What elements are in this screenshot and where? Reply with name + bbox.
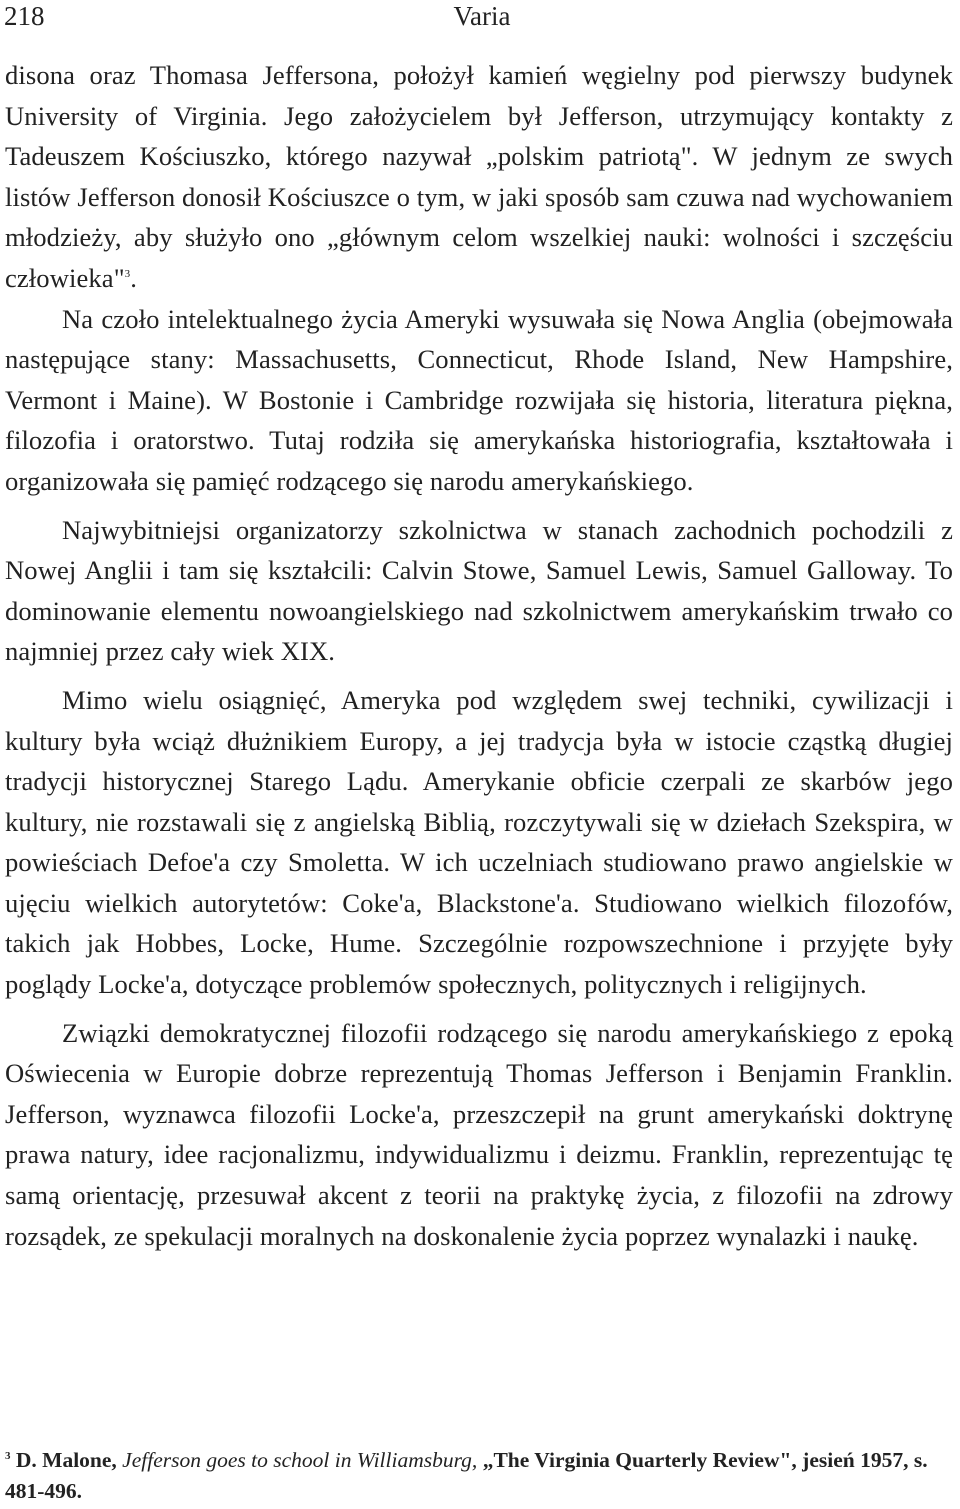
paragraph-5: Związki demokratycznej filozofii rodzącego się narodu amerykańskiego z epoką Oświecenia w Europie dobrze reprezentują Thomas Jefferson i Benjamin Franklin. Jefferson, wyznawca filozofii Locke'a, przeszczepił na grunt amerykański doktrynę prawa natury, idee racjonalizmu, indywidualizmu i deizmu. Franklin, reprezentując tę samą orientację, przesuwał akcent z teorii na praktykę życia, z filozofii na zdrowy rozsądek, ze spekulacji moralnych na doskonalenie życia poprzez wynalazki i naukę. xyxy=(5,1017,953,1251)
paragraph-3: Najwybitniejsi organizatorzy szkolnictwa w stanach zachodnich pochodzili z Nowej Anglii i tam się kształcili: Calvin Stowe, Samuel Lewis, Samuel Galloway. To dominowanie elementu nowoangielskiego nad szkolnictwem amerykańskim trwało co najmniej przez cały wiek XIX. xyxy=(5,514,953,667)
footnote-mark: 3 xyxy=(5,1450,11,1462)
running-header xyxy=(4,0,960,34)
main-text xyxy=(5,55,953,1256)
paragraph-2: Na czoło intelektualnego życia Ameryki wysuwała się Nowa Anglia (obejmowała następujące stany: Massachusetts, Connecticut, Rhode Island, New Hampshire, Vermont i Maine). W Bostonie i Cambridge rozwijała się historia, literatura piękna, filozofia i oratorstwo. Tutaj rodziła się amerykańska historiografia, kształtowała i organizowała się pamięć rodzącego się narodu amerykańskiego. xyxy=(5,303,953,496)
paragraph-text: disona oraz Thomasa Jeffersona, położył kamień węgielny pod pierwszy budynek University of Virginia. Jego założycielem był Jefferson, utrzymujący kontakty z Tadeuszem Kościuszko, którego nazywał „polskim patriotą". W jednym ze swych listów Jefferson donosił Kościuszce o tym, w jaki sposób sam czuwa nad wychowaniem młodzieży, aby służyło ono „głównym celom wszelkiej nauki: wolności i szczęściu człowieka" xyxy=(5,60,953,293)
paragraph-tail: . xyxy=(130,262,138,293)
page-number: 218 xyxy=(4,1,45,31)
footnote xyxy=(5,1445,953,1507)
section-title: Varia xyxy=(453,1,511,31)
footnote-reference: 3 xyxy=(124,267,131,280)
footnote-article-title: Jefferson goes to school in Williamsburg, xyxy=(122,1448,478,1472)
footnote-author: D. Malone, xyxy=(10,1448,123,1472)
footnote-journal: „The Virginia Quarterly Review", jesień 1957, s. 481-496. xyxy=(5,1448,928,1503)
paragraph-4: Mimo wielu osiągnięć, Ameryka pod względem swej techniki, cywilizacji i kultury była wciąż dłużnikiem Europy, a jej tradycja była w istocie cząstką długiej tradycji historycznej Starego Lądu. Amerykanie obficie czerpali ze skarbów jego kultury, nie rozstawali się z angielską Biblią, rozczytywali się w dziełach Szekspira, w powieściach Defoe'a czy Smoletta. W ich uczelniach studiowano prawo angielskie w ujęciu wielkich autorytetów: Coke'a, Blackstone'a. Studiowano wielkich filozofów, takich jak Hobbes, Locke, Hume. Szczególnie rozpowszechnione i przyjęte były poglądy Locke'a, dotyczące problemów społecznych, politycznych i religijnych. xyxy=(5,684,953,1000)
paragraph-1 xyxy=(5,55,953,299)
